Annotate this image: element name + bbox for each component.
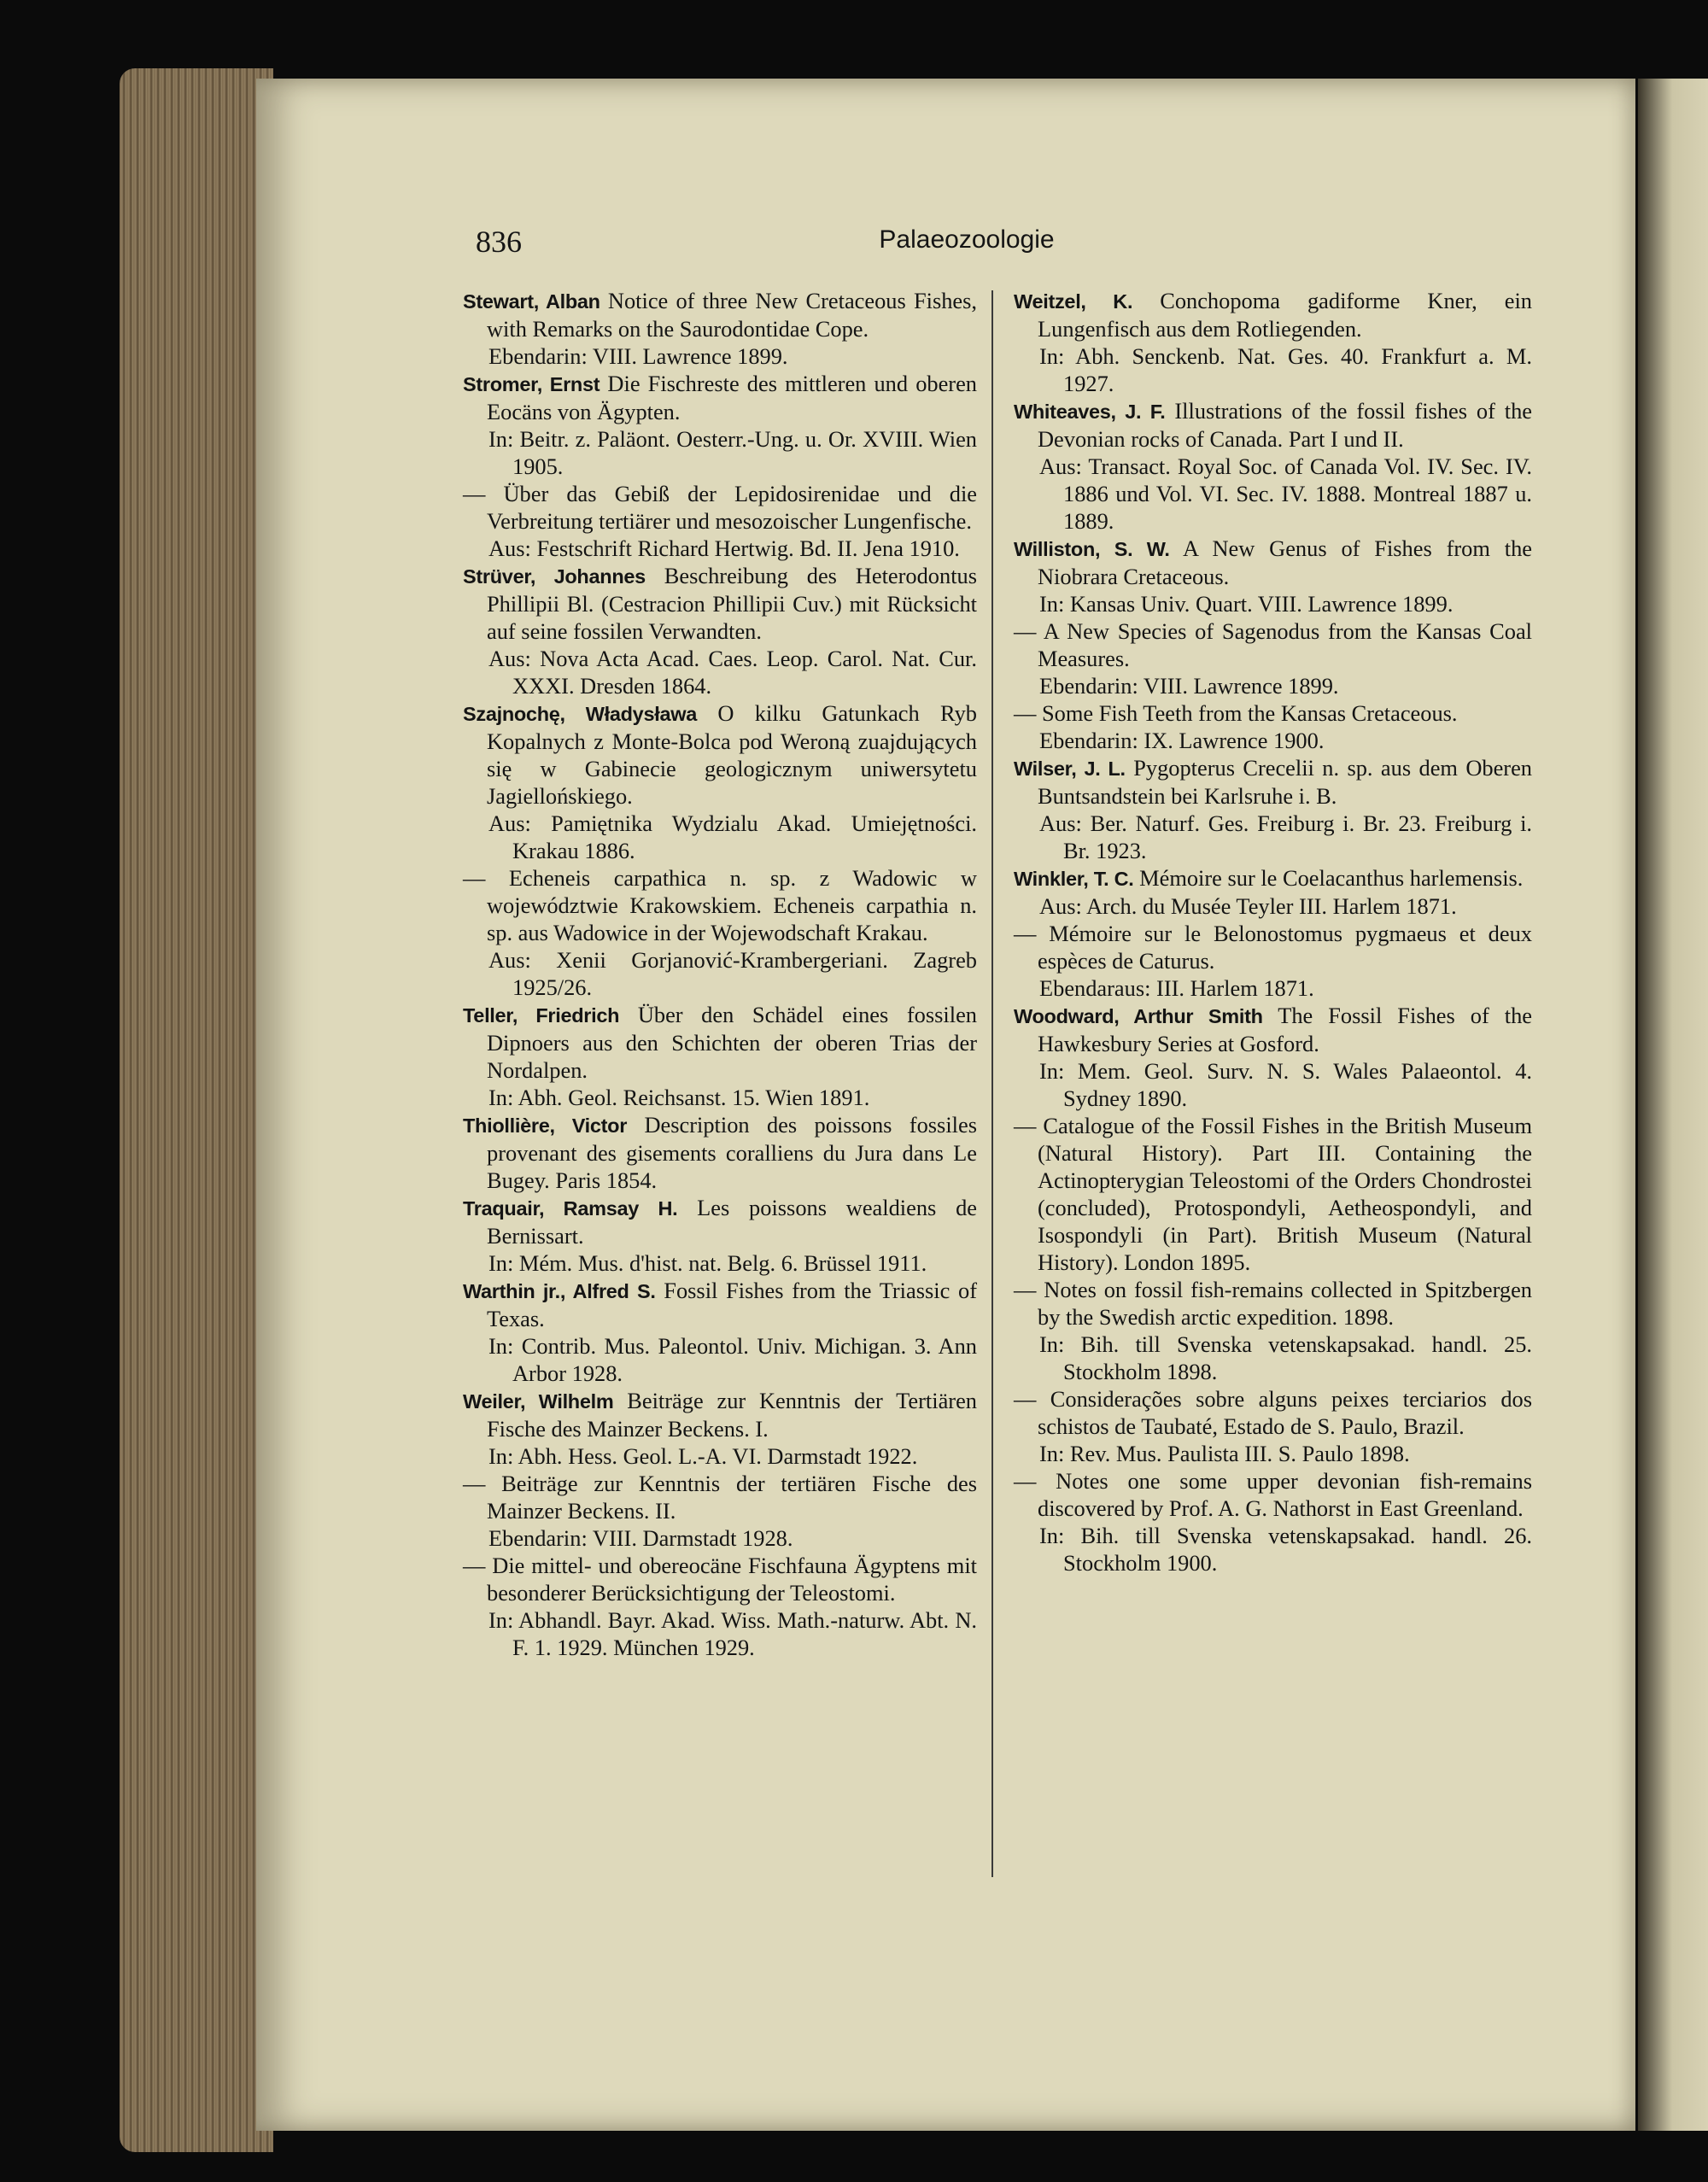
entry-source: Aus: Xenii Gorjanović-Krambergeriani. Zagreb 1925/26. [488,947,977,1000]
entry-author: Strüver, Johannes [463,565,646,588]
entry-author: Whiteaves, J. F. [1014,401,1166,423]
bibliography-entry [463,562,977,699]
entry-source: Ebendarin: VIII. Lawrence 1899. [1039,673,1339,699]
bibliography-column-left [463,287,977,1661]
entry-author: Traquair, Ramsay H. [463,1197,678,1220]
entry-further-work: — Considerações sobre alguns peixes terciarios dos schistos de Taubaté, Estado de S. Paulo, Brazil. [1014,1386,1532,1439]
column-divider [991,290,993,1877]
entry-source: Ebendarin: IX. Lawrence 1900. [1039,728,1325,753]
entry-further-work: — Über das Gebiß der Lepidosirenidae und die Verbreitung tertiärer und mesozoischer Lungenfische. [463,481,977,534]
entry-heading [463,370,977,425]
bibliography-entry [1014,287,1532,397]
entry-source: Aus: Arch. du Musée Teyler III. Harlem 1871. [1039,893,1457,919]
entry-source: In: Mém. Mus. d'hist. nat. Belg. 6. Brüssel 1911. [488,1250,927,1276]
entry-author: Warthin jr., Alfred S. [463,1280,656,1302]
entry-title: Conchopoma gadiforme Kner, ein Lungenfisch aus dem Rotliegenden. [1038,288,1532,342]
entry-author: Thiollière, Victor [463,1114,628,1137]
entry-title: Fossil Fishes from the Triassic of Texas. [487,1278,977,1331]
entry-further-work: — Mémoire sur le Belonostomus pygmaeus et deux espèces de Caturus. [1014,921,1532,974]
bibliography-entry [463,1001,977,1111]
entry-further-work: — Some Fish Teeth from the Kansas Cretaceous. [1014,700,1458,726]
entry-heading [1014,754,1532,810]
entry-heading [1014,287,1532,342]
entry-heading [1014,864,1532,892]
entry-title: O kilku Gatunkach Ryb Kopalnych z Monte-Bolca pod Weroną zuajdujących się w Gabinecie geologicznym uniwersytetu Jagiellońskiego. [487,700,977,809]
entry-author: Williston, S. W. [1014,538,1170,560]
facing-page-edge [1638,79,1708,2131]
bibliography-entry [1014,864,1532,1002]
entry-source: Aus: Nova Acta Acad. Caes. Leop. Carol. Nat. Cur. XXXI. Dresden 1864. [488,646,977,699]
entry-author: Weiler, Wilhelm [463,1390,614,1413]
book-page-edges [120,68,273,2152]
entry-author: Teller, Friedrich [463,1004,620,1027]
entry-further-work: — Notes one some upper devonian fish-remains discovered by Prof. A. G. Nathorst in East Greenland. [1014,1468,1532,1521]
entry-author: Szajnochę, Władysława [463,703,697,725]
bibliography-column-right [1014,287,1532,1577]
entry-source: In: Beitr. z. Paläont. Oesterr.-Ung. u. Or. XVIII. Wien 1905. [488,426,977,479]
bibliography-entry [463,699,977,1001]
entry-title: The Fossil Fishes of the Hawkesbury Series at Gosford. [1038,1003,1532,1056]
bibliography-entry [463,1277,977,1387]
entry-title: Beschreibung des Heterodontus Phillipii Bl. (Cestracion Phillipii Cuv.) mit Rücksicht auf seine fossilen Verwandten. [487,563,977,644]
entry-source: In: Bih. till Svenska vetenskapsakad. handl. 25. Stockholm 1898. [1039,1331,1532,1384]
bibliography-entry [463,287,977,370]
entry-heading [463,287,977,342]
entry-heading [463,1387,977,1442]
bibliography-entry [1014,397,1532,535]
entry-title: Pygopterus Crecelii n. sp. aus dem Oberen Buntsandstein bei Karlsruhe i. B. [1038,755,1532,809]
entry-title: Mémoire sur le Coelacanthus harlemensis. [1139,865,1524,891]
entry-author: Stromer, Ernst [463,373,600,395]
entry-title: Notice of three New Cretaceous Fishes, with Remarks on the Saurodontidae Cope. [487,288,977,342]
running-head [476,224,1458,266]
entry-heading [463,1111,977,1194]
entry-source: In: Contrib. Mus. Paleontol. Univ. Michigan. 3. Ann Arbor 1928. [488,1333,977,1386]
entry-title: Beiträge zur Kenntnis der Tertiären Fische des Mainzer Beckens. I. [487,1388,977,1442]
bibliography-entry [1014,754,1532,864]
entry-source: Ebendaraus: III. Harlem 1871. [1039,975,1314,1001]
entry-further-work: — Echeneis carpathica n. sp. z Wadowic w województwie Krakowskiem. Echeneis carpathia n. sp. aus Wadowice in der Wojewodschaft Krakau. [463,865,977,945]
entry-source: In: Mem. Geol. Surv. N. S. Wales Palaeontol. 4. Sydney 1890. [1039,1058,1532,1111]
entry-further-work: — Notes on fossil fish-remains collected in Spitzbergen by the Swedish arctic expedition. 1898. [1014,1277,1532,1330]
entry-heading [463,699,977,810]
entry-further-work: — Catalogue of the Fossil Fishes in the British Museum (Natural History). Part III. Containing the Actinopterygian Teleostomi of the Orders Chondrostei (concluded), Protospondyli, Aetheospondyli, and Isospondyli (in Part). British Museum (Natural History). London 1895. [1014,1113,1532,1275]
entry-heading [463,1001,977,1084]
entry-title: Die Fischreste des mittleren und oberen Eocäns von Ägypten. [487,371,977,424]
entry-heading [1014,397,1532,453]
entry-author: Winkler, T. C. [1014,868,1134,890]
entry-author: Woodward, Arthur Smith [1014,1005,1263,1027]
entry-heading [1014,535,1532,590]
entry-source: Aus: Transact. Royal Soc. of Canada Vol. IV. Sec. IV. 1886 und Vol. VI. Sec. IV. 1888. Montreal 1887 u. 1889. [1039,453,1532,534]
entry-source: Aus: Festschrift Richard Hertwig. Bd. II. Jena 1910. [488,535,960,561]
entry-title: Description des poissons fossiles provenant des gisements coralliens du Jura dans Le Bugey. Paris 1854. [487,1112,977,1193]
entry-source: In: Bih. till Svenska vetenskapsakad. handl. 26. Stockholm 1900. [1039,1523,1532,1576]
page-number: 836 [476,225,522,259]
entry-source: In: Rev. Mus. Paulista III. S. Paulo 1898. [1039,1441,1410,1466]
bibliography-entry [463,370,977,562]
entry-further-work: — A New Species of Sagenodus from the Kansas Coal Measures. [1014,618,1532,671]
entry-title: Les poissons wealdiens de Bernissart. [487,1195,977,1249]
entry-author: Stewart, Alban [463,290,600,313]
entry-source: Ebendarin: VIII. Darmstadt 1928. [488,1525,793,1551]
entry-source: In: Abh. Geol. Reichsanst. 15. Wien 1891. [488,1085,870,1110]
entry-title: Über den Schädel eines fossilen Dipnoers aus den Schichten der oberen Trias der Nordalpen. [487,1002,977,1083]
bibliography-entry [1014,1002,1532,1577]
bibliography-entry [463,1194,977,1277]
entry-further-work: — Die mittel- und obereocäne Fischfauna Ägyptens mit besonderer Berücksichtigung der Teleostomi. [463,1553,977,1606]
entry-source: In: Abh. Hess. Geol. L.-A. VI. Darmstadt 1922. [488,1443,918,1469]
entry-title: Illustrations of the fossil fishes of the Devonian rocks of Canada. Part I und II. [1038,398,1532,452]
entry-heading [463,562,977,645]
bibliography-entry [463,1387,977,1661]
entry-heading [463,1194,977,1249]
entry-source: Aus: Ber. Naturf. Ges. Freiburg i. Br. 23. Freiburg i. Br. 1923. [1039,810,1532,863]
entry-author: Weitzel, K. [1014,290,1133,313]
bibliography-entry [463,1111,977,1194]
entry-source: In: Kansas Univ. Quart. VIII. Lawrence 1899. [1039,591,1454,617]
entry-author: Wilser, J. L. [1014,758,1126,780]
entry-source: Ebendarin: VIII. Lawrence 1899. [488,343,788,369]
bibliography-entry [1014,535,1532,754]
entry-further-work: — Beiträge zur Kenntnis der tertiären Fische des Mainzer Beckens. II. [463,1471,977,1524]
entry-source: In: Abh. Senckenb. Nat. Ges. 40. Frankfurt a. M. 1927. [1039,343,1532,396]
page-title: Palaeozoologie [879,225,1055,254]
entry-title: A New Genus of Fishes from the Niobrara Cretaceous. [1038,535,1532,589]
entry-source: In: Abhandl. Bayr. Akad. Wiss. Math.-naturw. Abt. N. F. 1. 1929. München 1929. [488,1607,977,1660]
entry-source: Aus: Pamiętnika Wydzialu Akad. Umiejętności. Krakau 1886. [488,810,977,863]
entry-heading [1014,1002,1532,1057]
entry-heading [463,1277,977,1332]
